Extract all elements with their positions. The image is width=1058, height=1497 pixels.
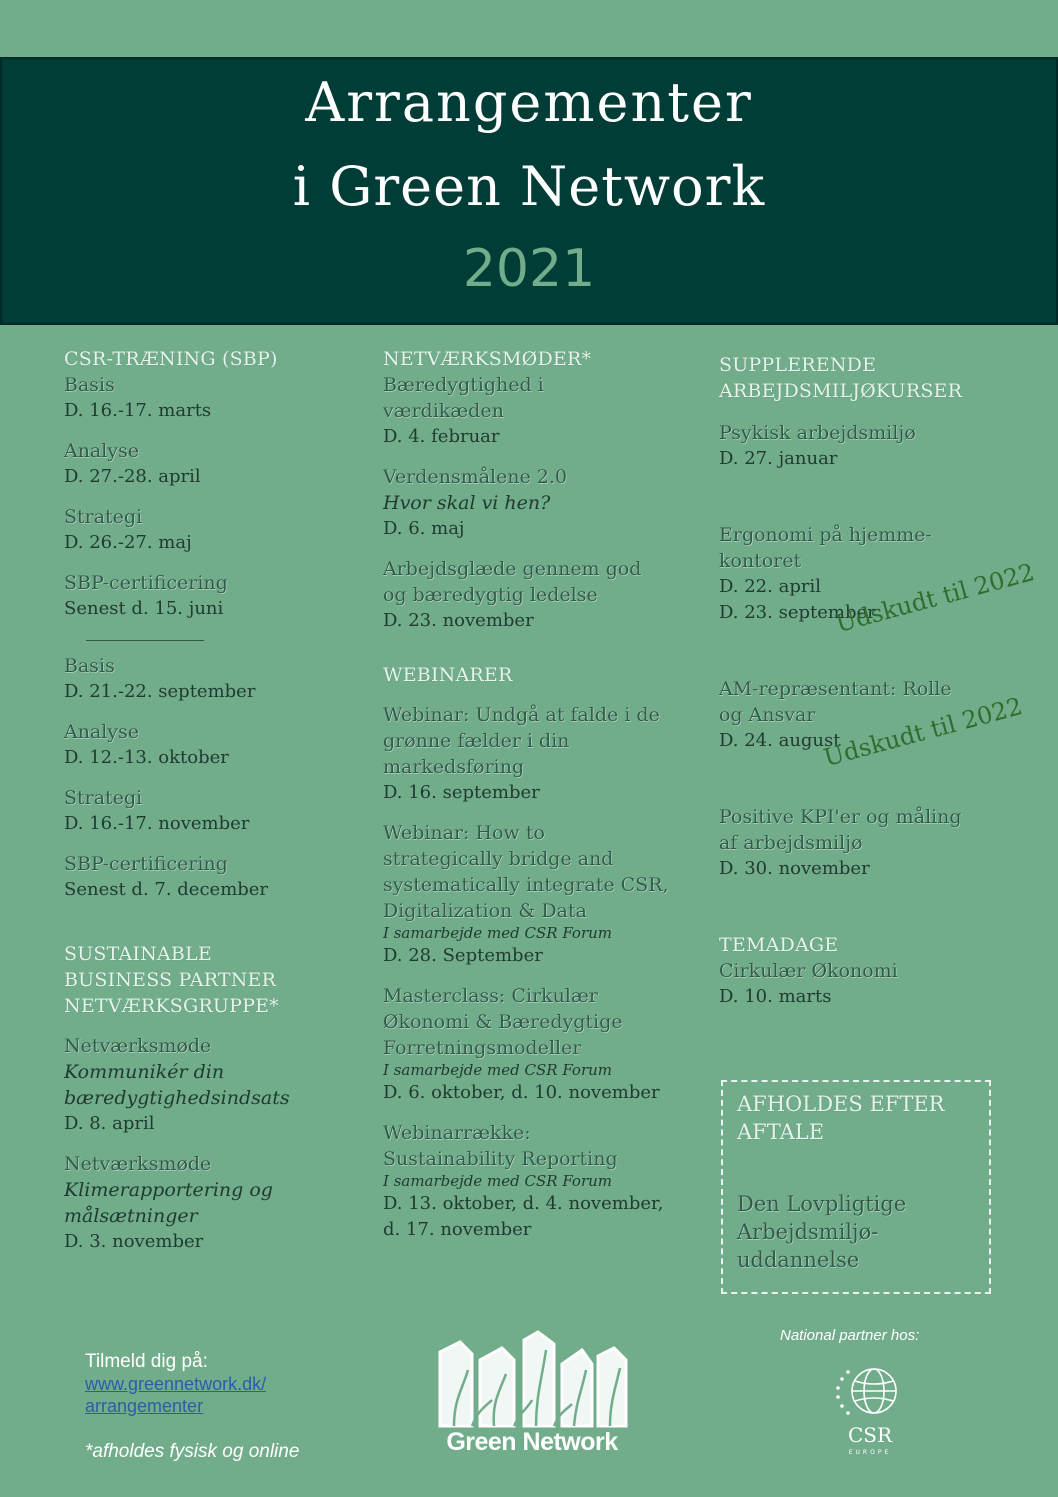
box-content-line: uddannelse [737,1248,860,1272]
event-title: Positive KPI'er og måling [719,806,962,828]
box-heading [737,1090,977,1146]
event-title: Strategi [64,787,143,809]
event-title: af arbejdsmiljø [719,832,863,854]
event-title: Digitalization & Data [383,900,587,922]
by-agreement-box [721,1080,991,1294]
event-subtitle: Hvor skal vi hen? [383,492,551,514]
event-title: værdikæden [383,400,504,422]
event-item [64,719,364,771]
event-item [64,438,364,490]
column-csr-training [64,346,364,1269]
title-banner [0,57,1058,325]
event-title: Forretningsmodeller [383,1037,582,1059]
section-heading-work-environment: SUPPLERENDE [719,354,877,376]
event-title: Netværksmøde [64,1153,212,1175]
event-subtitle: Kommunikér din [64,1061,225,1083]
event-date: D. 23. november [383,610,534,631]
event-item [383,464,683,542]
event-item [383,372,683,450]
event-item [64,653,364,705]
event-date: d. 17. november [383,1219,532,1240]
event-item [383,983,683,1106]
partner-info [780,1327,960,1456]
column-work-environment [719,352,1019,1024]
event-title: og Ansvar [719,704,816,726]
event-title: Webinarrække: [383,1122,531,1144]
postponed-stamp: Udskudt til 2022 [832,558,1038,638]
event-title: Sustainability Reporting [383,1148,618,1170]
event-title: Basis [64,655,115,677]
event-title: strategically bridge and [383,848,614,870]
event-date: D. 4. februar [383,426,500,447]
event-item [383,702,683,806]
event-date: D. 30. november [719,858,870,879]
event-title: Strategi [64,506,143,528]
event-title: Webinar: Undgå at falde i de [383,704,660,726]
event-item [383,556,683,634]
event-collaboration: I samarbejde med CSR Forum [383,924,613,942]
event-date: D. 6. oktober, d. 10. november [383,1082,660,1103]
event-date: D. 12.-13. oktober [64,747,229,768]
signup-link[interactable]: www.greennetwork.dk/ [85,1374,267,1394]
event-collaboration: I samarbejde med CSR Forum [383,1061,613,1079]
event-item [719,958,1019,1010]
section-heading-csr-training: CSR-TRÆNING (SBP) [64,348,278,370]
box-content [737,1190,977,1274]
section-heading-network-meetings: NETVÆRKSMØDER* [383,348,592,370]
signup-label: Tilmeld dig på: [85,1351,208,1372]
box-heading-line: AFTALE [737,1120,825,1144]
event-item [64,785,364,837]
event-title: Masterclass: Cirkulær [383,985,598,1007]
section-heading-webinars: WEBINARER [383,664,513,686]
csr-europe-logo [830,1361,910,1461]
event-title: Analyse [64,721,140,743]
event-title: grønne fælder i din [383,730,570,752]
divider [86,640,204,641]
event-date: D. 26.-27. maj [64,532,192,553]
event-title: Analyse [64,440,140,462]
event-title: kontoret [719,550,802,572]
event-date: D. 8. april [64,1113,155,1134]
event-title: Ergonomi på hjemme- [719,524,932,546]
csr-wordmark: CSR [847,1423,893,1447]
logo-wordmark: Green Network [446,1428,618,1456]
event-item [64,570,364,622]
page-title-line1: Arrangementer [305,71,753,134]
signup-info [85,1350,405,1463]
event-date: D. 16.-17. november [64,813,250,834]
event-title: Netværksmøde [64,1035,212,1057]
green-network-logo [432,1330,632,1460]
event-item [64,1033,364,1137]
event-title: og bæredygtig ledelse [383,584,598,606]
box-heading-line: AFHOLDES EFTER [737,1092,945,1116]
event-date: D. 16. september [383,782,540,803]
page-title-line2: i Green Network [292,155,766,218]
event-item [64,504,364,556]
section-heading-work-environment: ARBEJDSMILJØKURSER [719,380,963,402]
event-title: AM-repræsentant: Rolle [719,678,952,700]
event-date: D. 16.-17. marts [64,400,212,421]
event-title: Cirkulær Økonomi [719,960,898,982]
event-item [383,1120,683,1243]
box-content-line: Arbejdsmiljø- [737,1220,879,1244]
event-title: systematically integrate CSR, [383,874,669,896]
event-item [64,1151,364,1255]
section-heading-sbp-group: NETVÆRKSGRUPPE* [64,995,279,1017]
event-title: Økonomi & Bæredygtige [383,1011,623,1033]
event-item [64,372,364,424]
event-subtitle: målsætninger [64,1205,198,1227]
event-date: D. 21.-22. september [64,681,256,702]
event-item [719,804,1019,882]
event-date: D. 3. november [64,1231,204,1252]
event-subtitle: Klimerapportering og [64,1179,273,1201]
event-date: D. 27. januar [719,448,838,469]
csr-subtitle: EUROPE [848,1449,892,1456]
event-title: Psykisk arbejdsmiljø [719,422,916,444]
event-collaboration: I samarbejde med CSR Forum [383,1172,613,1190]
column-network-meetings [383,346,683,1257]
event-title: Verdensmålene 2.0 [383,466,568,488]
footnote: *afholdes fysisk og online [85,1441,300,1462]
event-title: Basis [64,374,115,396]
event-date: D. 22. april [719,576,821,597]
event-title: Bæredygtighed i [383,374,544,396]
postponed-stamp: Udskudt til 2022 [820,692,1026,772]
event-date: Senest d. 7. december [64,879,269,900]
box-content-line: Den Lovpligtige [737,1192,907,1216]
globe-icon [830,1361,910,1423]
section-heading-sbp-group: SUSTAINABLE [64,943,212,965]
event-item [383,820,683,969]
section-heading-theme-days: TEMADAGE [719,934,839,956]
event-title: SBP-certificering [64,853,228,875]
event-date: D. 10. marts [719,986,832,1007]
event-title: Webinar: How to [383,822,545,844]
buildings-icon [432,1330,632,1428]
partner-label: National partner hos: [780,1327,920,1344]
event-date: Senest d. 15. juni [64,598,224,619]
event-date: D. 6. maj [383,518,465,539]
year-label: 2021 [462,239,596,299]
event-item [719,420,1019,472]
event-title: markedsføring [383,756,525,778]
event-title: SBP-certificering [64,572,228,594]
event-date: D. 23. september [719,602,876,623]
signup-link[interactable]: arrangementer [85,1396,204,1416]
section-heading-sbp-group: BUSINESS PARTNER [64,969,277,991]
event-title: Arbejdsglæde gennem god [383,558,642,580]
event-item [64,851,364,903]
event-date: D. 24. august [719,730,841,751]
event-subtitle: bæredygtighedsindsats [64,1087,290,1109]
event-date: D. 13. oktober, d. 4. november, [383,1193,664,1214]
event-date: D. 27.-28. april [64,466,201,487]
event-date: D. 28. September [383,945,543,966]
